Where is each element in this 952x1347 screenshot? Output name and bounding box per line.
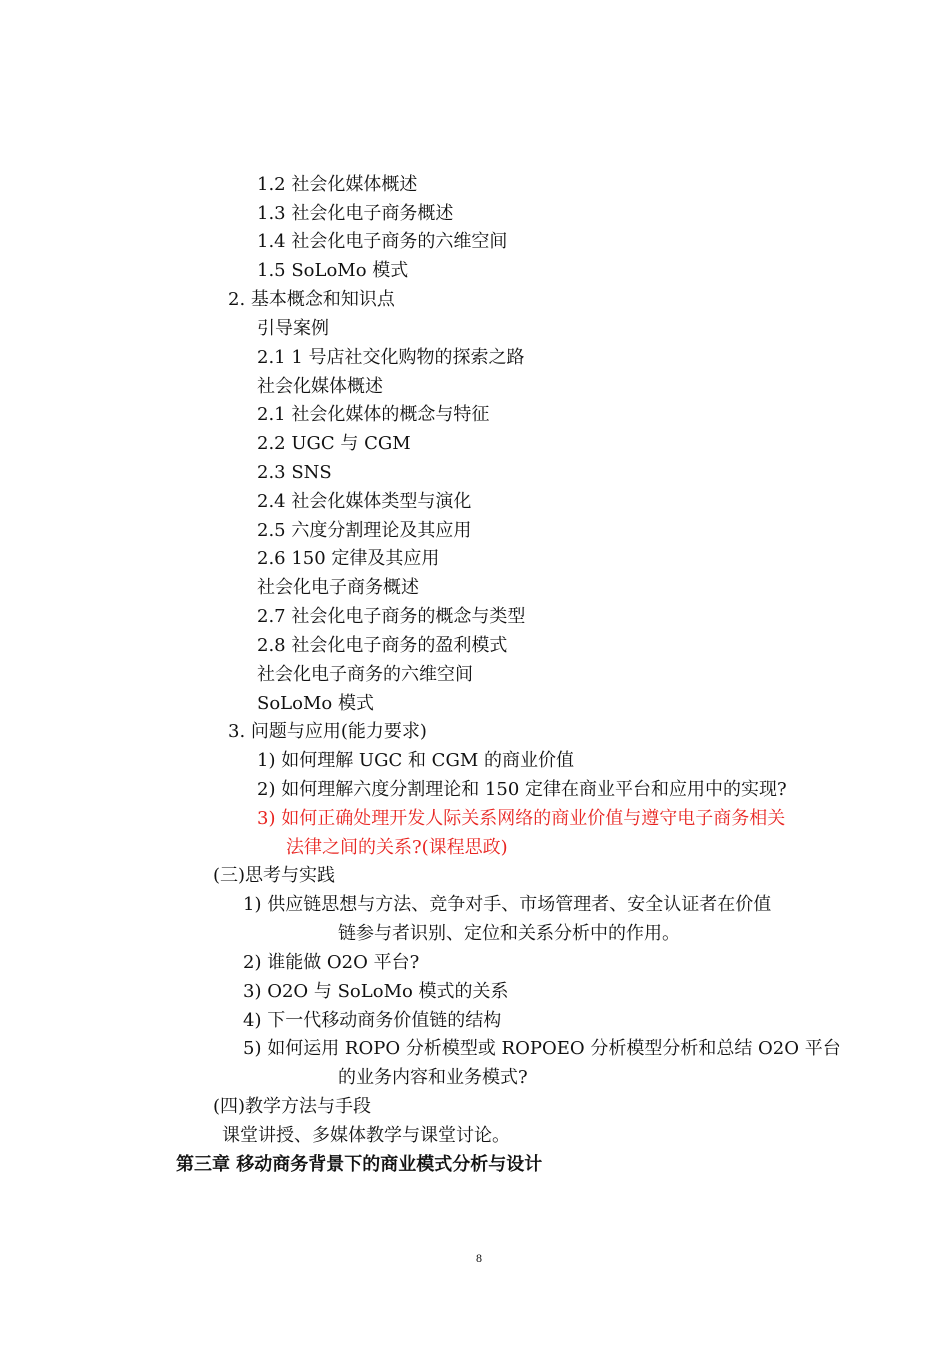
concept-line: 2.2 UGC 与 CGM [257, 433, 411, 454]
page-number: 8 [476, 1251, 482, 1265]
question-item: 1) 如何理解 UGC 和 CGM 的商业价值 [257, 750, 574, 771]
section-heading: (三)思考与实践 [213, 865, 336, 886]
practice-item-continuation: 的业务内容和业务模式? [338, 1067, 528, 1088]
practice-item: 1) 供应链思想与方法、竞争对手、市场管理者、安全认证者在价值 [243, 894, 772, 915]
practice-item: 3) O2O 与 SoLoMo 模式的关系 [243, 981, 509, 1002]
outline-item: 1.3 社会化电子商务概述 [257, 203, 454, 224]
practice-item-continuation: 链参与者识别、定位和关系分析中的作用。 [338, 923, 680, 944]
section-heading: 2. 基本概念和知识点 [228, 289, 395, 310]
chapter-title: 第三章 移动商务背景下的商业模式分析与设计 [176, 1154, 543, 1175]
practice-item: 5) 如何运用 ROPO 分析模型或 ROPOEO 分析模型分析和总结 O2O 平台 [243, 1038, 841, 1059]
concept-line: 2.6 150 定律及其应用 [257, 548, 440, 569]
concept-line: 2.1 1 号店社交化购物的探索之路 [257, 347, 525, 368]
outline-item: 1.4 社会化电子商务的六维空间 [257, 231, 508, 252]
concept-line: 2.3 SNS [257, 462, 332, 483]
outline-item: 1.2 社会化媒体概述 [257, 174, 418, 195]
question-item: 2) 如何理解六度分割理论和 150 定律在商业平台和应用中的实现? [257, 779, 787, 800]
concept-line: 社会化电子商务概述 [257, 577, 419, 598]
question-item-highlight: 法律之间的关系?(课程思政) [286, 837, 508, 858]
concept-line: 2.7 社会化电子商务的概念与类型 [257, 606, 526, 627]
outline-item: 1.5 SoLoMo 模式 [257, 260, 409, 281]
concept-line: 社会化电子商务的六维空间 [257, 664, 473, 685]
methods-text: 课堂讲授、多媒体教学与课堂讨论。 [222, 1125, 510, 1146]
concept-line: 2.8 社会化电子商务的盈利模式 [257, 635, 508, 656]
concept-line: SoLoMo 模式 [257, 693, 374, 714]
section-heading: 3. 问题与应用(能力要求) [228, 721, 427, 742]
concept-line: 引导案例 [257, 318, 329, 339]
concept-line: 社会化媒体概述 [257, 376, 383, 397]
concept-line: 2.4 社会化媒体类型与演化 [257, 491, 472, 512]
concept-line: 2.5 六度分割理论及其应用 [257, 520, 472, 541]
question-item-highlight: 3) 如何正确处理开发人际关系网络的商业价值与遵守电子商务相关 [257, 808, 786, 829]
section-heading: (四)教学方法与手段 [213, 1096, 372, 1117]
practice-item: 2) 谁能做 O2O 平台? [243, 952, 420, 973]
practice-item: 4) 下一代移动商务价值链的结构 [243, 1010, 502, 1031]
concept-line: 2.1 社会化媒体的概念与特征 [257, 404, 490, 425]
